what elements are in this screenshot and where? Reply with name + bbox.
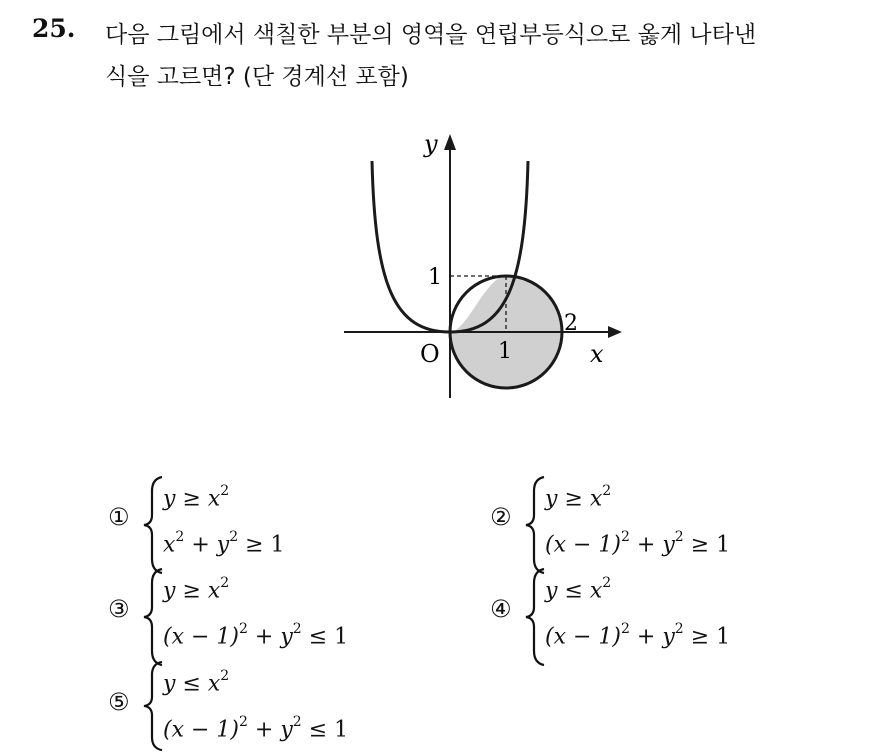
inequality-line-2: $x^2 + y^2 \ge 1$ xyxy=(163,529,285,558)
option-number: ④ xyxy=(490,595,512,623)
y-axis-label: y xyxy=(424,130,438,158)
graph-figure xyxy=(330,128,630,408)
inequality-line-2: $(x - 1)^2 + y^2 \ge 1$ xyxy=(545,621,731,650)
brace-icon xyxy=(142,660,164,752)
inequality-line-1: $y \ge x^2$ xyxy=(163,575,230,604)
option-number: ⑤ xyxy=(108,688,130,716)
brace-icon xyxy=(142,567,164,667)
brace-icon xyxy=(524,475,546,575)
inequality-line-1: $y \le x^2$ xyxy=(163,668,230,697)
inequality-line-2: $(x - 1)^2 + y^2 \le 1$ xyxy=(163,714,349,743)
option-4[interactable] xyxy=(490,567,810,657)
y-tick-label-1: 1 xyxy=(428,265,442,290)
origin-label: O xyxy=(420,340,440,368)
option-3[interactable] xyxy=(108,567,428,657)
inequality-line-1: $y \le x^2$ xyxy=(545,575,612,604)
option-number: ② xyxy=(490,503,512,531)
option-1[interactable] xyxy=(108,475,428,565)
question-number: 25. xyxy=(32,14,76,43)
x-axis-arrow xyxy=(608,326,622,338)
option-5[interactable] xyxy=(108,660,428,750)
option-number: ① xyxy=(108,503,130,531)
y-axis-arrow xyxy=(444,134,456,150)
brace-icon xyxy=(142,475,164,575)
inequality-line-2: $(x - 1)^2 + y^2 \le 1$ xyxy=(163,621,349,650)
inequality-line-2: $(x - 1)^2 + y^2 \ge 1$ xyxy=(545,529,731,558)
inequality-line-1: $y \ge x^2$ xyxy=(163,483,230,512)
x-tick-label-1: 1 xyxy=(498,339,512,364)
brace-icon xyxy=(524,567,546,667)
inequality-line-1: $y \ge x^2$ xyxy=(545,483,612,512)
question-text-line2: 식을 고르면? (단 경계선 포함) xyxy=(105,64,409,90)
x-tick-label-2: 2 xyxy=(564,311,578,336)
option-2[interactable] xyxy=(490,475,810,565)
graph-svg xyxy=(330,128,630,408)
option-number: ③ xyxy=(108,595,130,623)
x-axis-label: x xyxy=(590,340,604,368)
question-text-line1: 다음 그림에서 색칠한 부분의 영역을 연립부등식으로 옳게 나타낸 xyxy=(105,22,757,48)
